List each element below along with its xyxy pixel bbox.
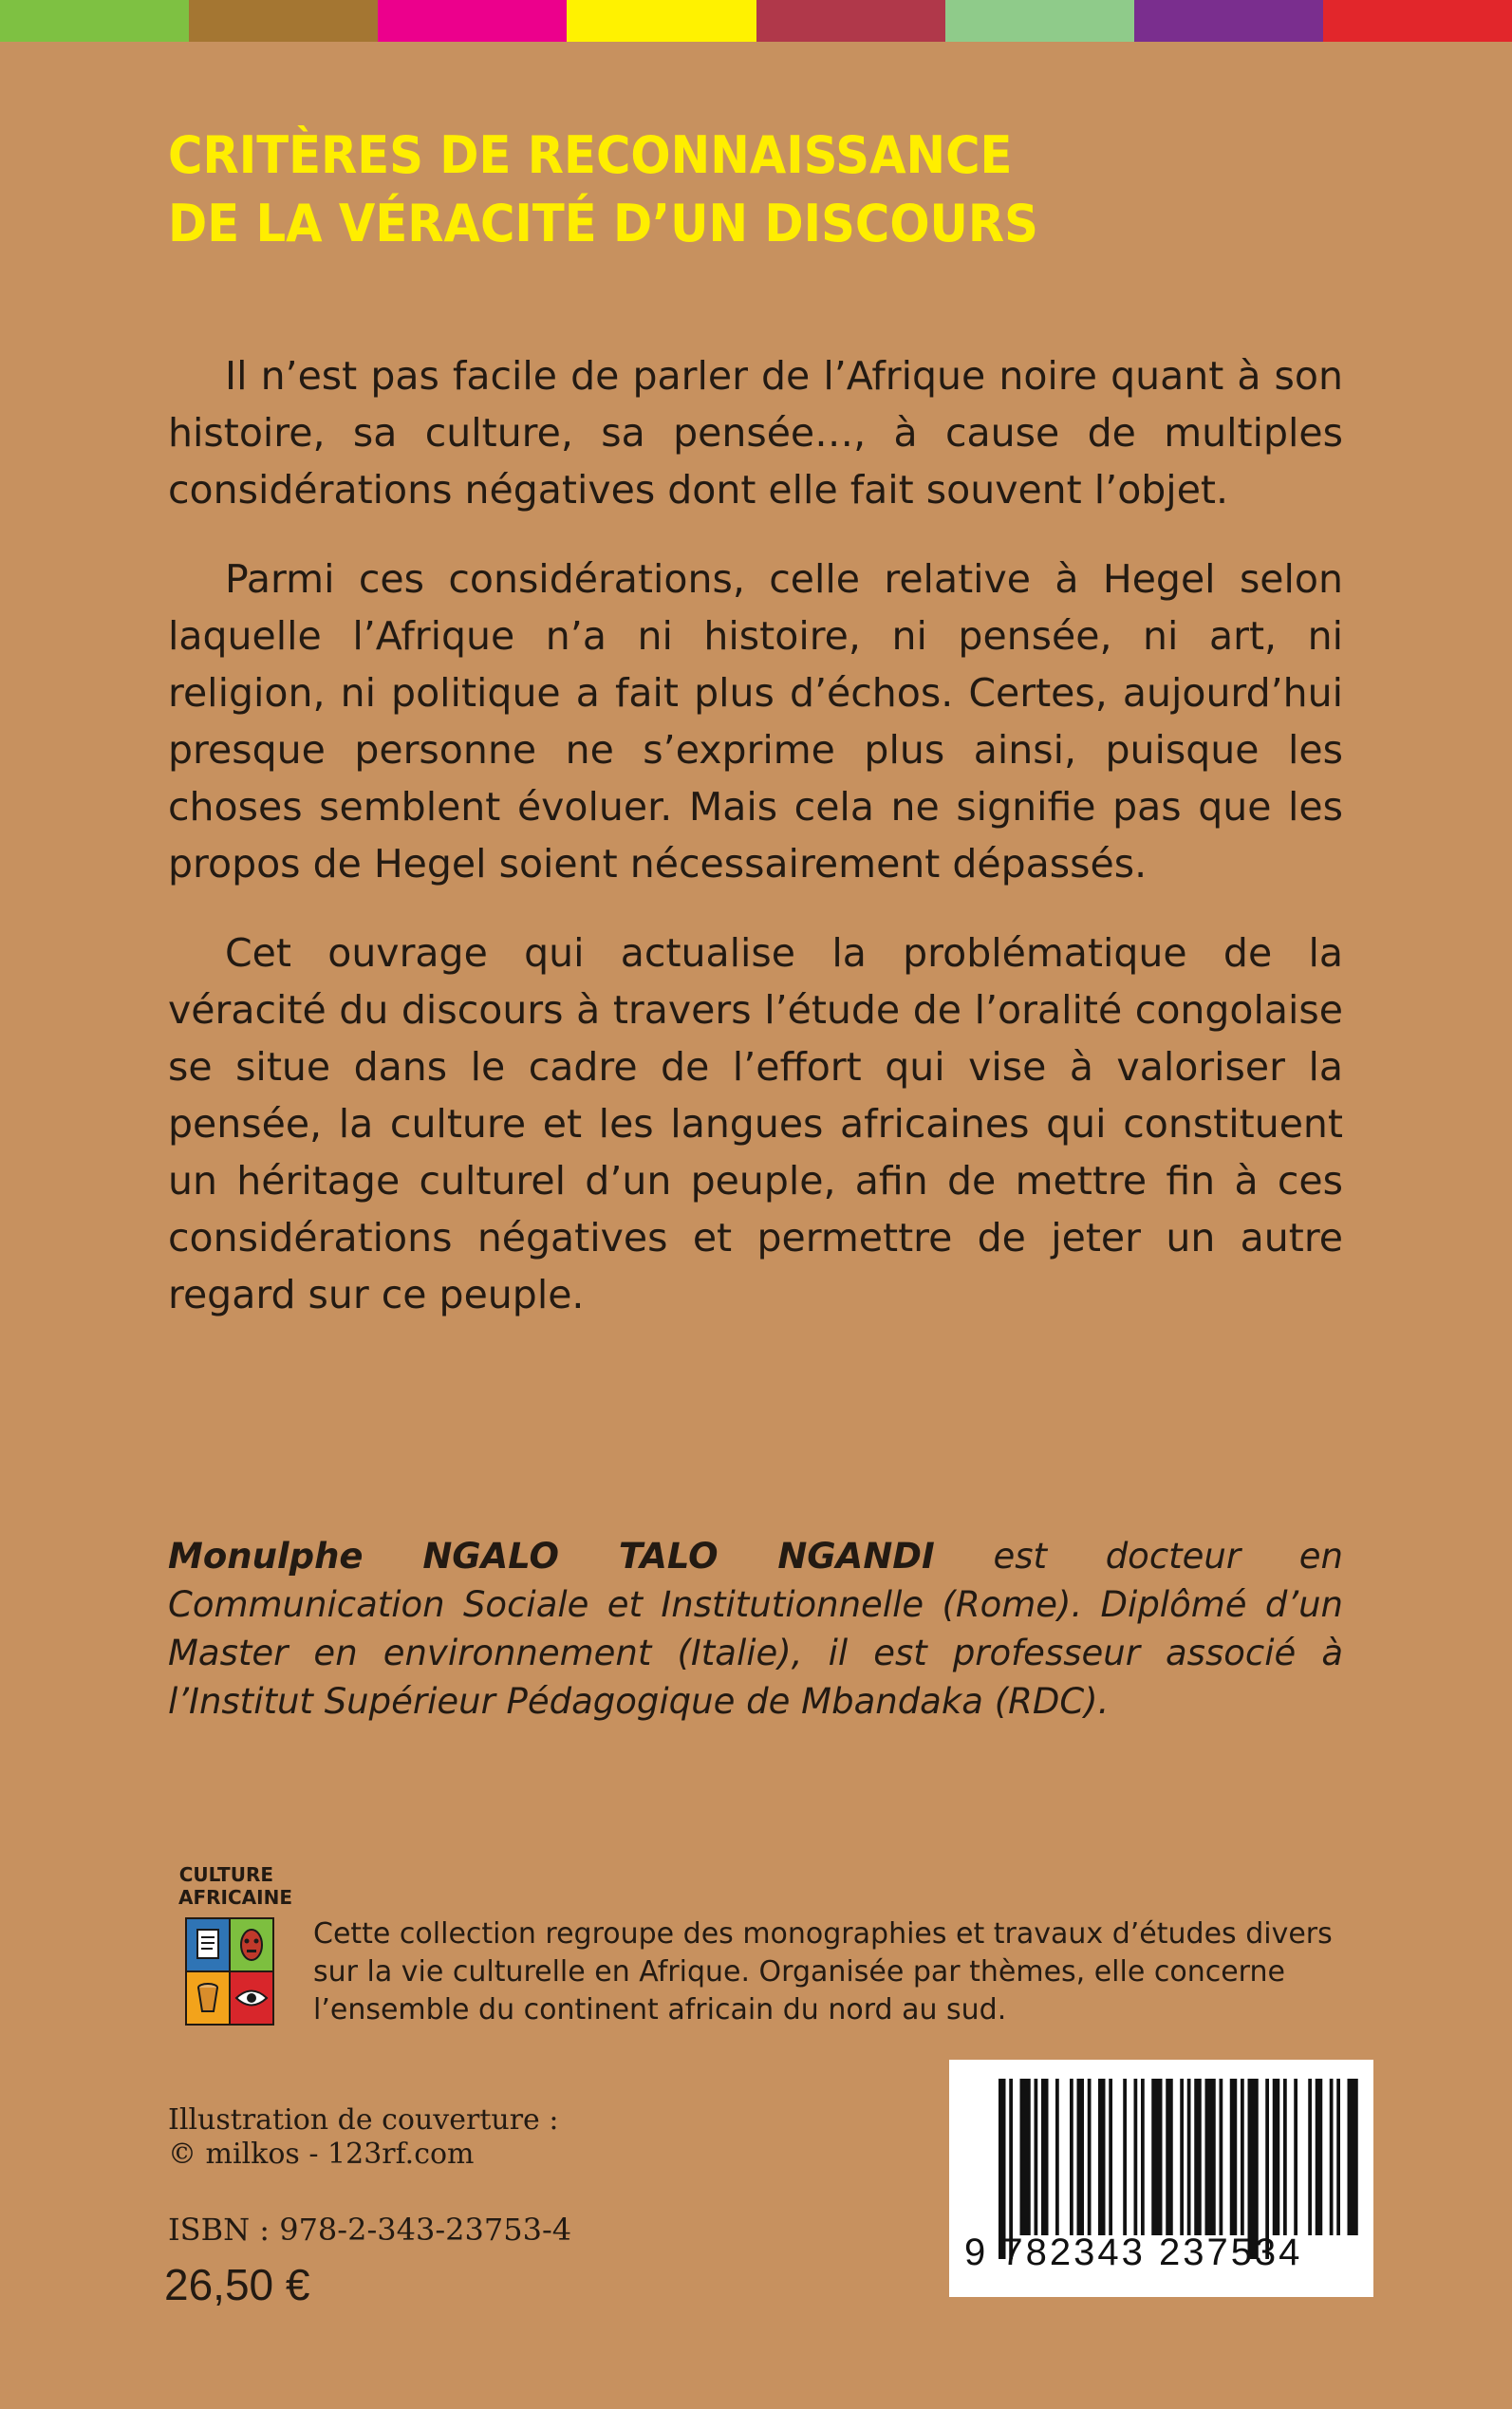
barcode-bar: [1330, 2079, 1334, 2235]
barcode-bar: [1273, 2079, 1280, 2235]
color-stripe: [1323, 0, 1512, 42]
collection-label-line-1: CULTURE: [178, 1863, 273, 1886]
color-stripe: [378, 0, 567, 42]
barcode-bar: [1187, 2079, 1191, 2235]
barcode-bar: [1098, 2079, 1106, 2235]
barcode-bar: [1194, 2079, 1202, 2235]
author-description: est docteur en Communication Sociale et Institutionnelle (Rome). Diplômé d’un Master en environnement (Italie), il est professeur associé à l’Institut Supérieur Pédagogique de Mbandaka (RDC).: [168, 1536, 1343, 1722]
blurb: [168, 347, 1343, 1355]
blurb-paragraph-3: Cet ouvrage qui actualise la problématique de la véracité du discours à travers l’étude de l’oralité congolaise se situe dans le cadre de l’effort qui vise à valoriser la pensée, la culture et les langues africaines qui constituent un héritage culturel d’un peuple, afin de mettre fin à ces considérations négatives et permettre de jeter un autre regard sur ce peuple.: [168, 930, 1343, 1317]
color-stripe: [189, 0, 378, 42]
price: 26,50 €: [164, 2260, 310, 2309]
barcode-bar: [1041, 2079, 1049, 2235]
isbn: ISBN : 978-2-343-23753-4: [168, 2212, 572, 2248]
barcode-bar: [1294, 2079, 1297, 2235]
barcode-bar: [1241, 2079, 1244, 2235]
color-stripe-bar: [0, 0, 1512, 42]
drum-icon: [187, 1972, 229, 2024]
color-stripe: [945, 0, 1134, 42]
book-title: [168, 121, 1260, 258]
barcode-bar: [1151, 2079, 1162, 2235]
blurb-paragraph-1: Il n’est pas facile de parler de l’Afrique noire quant à son histoire, sa culture, sa pensée…, à cause de multiples considérations négatives dont elle fait souvent l’objet.: [168, 353, 1343, 513]
barcode-bar: [1020, 2079, 1031, 2235]
collection-logo: [185, 1917, 274, 2026]
color-stripe: [0, 0, 189, 42]
barcode-bar: [1123, 2079, 1127, 2235]
book-title-line-1: CRITÈRES DE RECONNAISSANCE: [168, 125, 1013, 185]
barcode-digits: 9 782343 237534: [964, 2232, 1303, 2273]
barcode-bar: [1230, 2079, 1238, 2235]
barcode-bar: [1205, 2079, 1216, 2235]
collection-label-line-2: AFRICAINE: [178, 1886, 292, 1909]
barcode: [949, 2060, 1373, 2297]
collection-description: Cette collection regroupe des monographies et travaux d’études divers sur la vie culturelle en Afrique. Organisée par thèmes, elle concerne l’ensemble du continent africain du nord au sud.: [313, 1917, 1333, 2026]
blurb-paragraph-2: Parmi ces considérations, celle relative à Hegel selon laquelle l’Afrique n’a ni histoire, ni pensée, ni art, ni religion, ni politique a fait plus d’échos. Certes, aujourd’hui presque personne ne s’exprime plus ainsi, puisque les choses semblent évoluer. Mais cela ne signifie pas que les propos de Hegel soient nécessairement dépassés.: [168, 556, 1343, 887]
mask-icon: [231, 1919, 272, 1970]
barcode-bar: [1336, 2079, 1340, 2235]
barcode-bar: [1055, 2079, 1059, 2235]
cover-credit-line-2: © milkos - 123rf.com: [168, 2138, 475, 2171]
collection-label: [178, 1863, 292, 1909]
cover-credit-line-1: Illustration de couverture :: [168, 2103, 559, 2137]
eye-icon: [231, 1972, 272, 2024]
barcode-bar: [1166, 2079, 1173, 2235]
book-title-line-2: DE LA VÉRACITÉ D’UN DISCOURS: [168, 194, 1038, 253]
color-stripe: [1134, 0, 1323, 42]
cover-credit: [168, 2103, 558, 2172]
barcode-bar: [1180, 2079, 1184, 2235]
barcode-bar: [1134, 2079, 1138, 2235]
color-stripe: [567, 0, 756, 42]
document-icon: [187, 1919, 229, 1970]
barcode-bar: [1220, 2079, 1223, 2235]
barcode-bar: [1348, 2079, 1358, 2235]
barcode-bar: [1070, 2079, 1073, 2235]
barcode-bar: [1308, 2079, 1312, 2235]
color-stripe: [756, 0, 945, 42]
barcode-bar: [1283, 2079, 1287, 2235]
author-bio: [168, 1532, 1343, 1726]
barcode-bar: [1109, 2079, 1112, 2235]
barcode-bar: [1035, 2079, 1038, 2235]
barcode-bar: [1088, 2079, 1092, 2235]
barcode-bar: [1077, 2079, 1085, 2235]
author-name: Monulphe NGALO TALO NGANDI: [168, 1536, 935, 1577]
barcode-bar: [1141, 2079, 1145, 2235]
barcode-bar: [1316, 2079, 1323, 2235]
